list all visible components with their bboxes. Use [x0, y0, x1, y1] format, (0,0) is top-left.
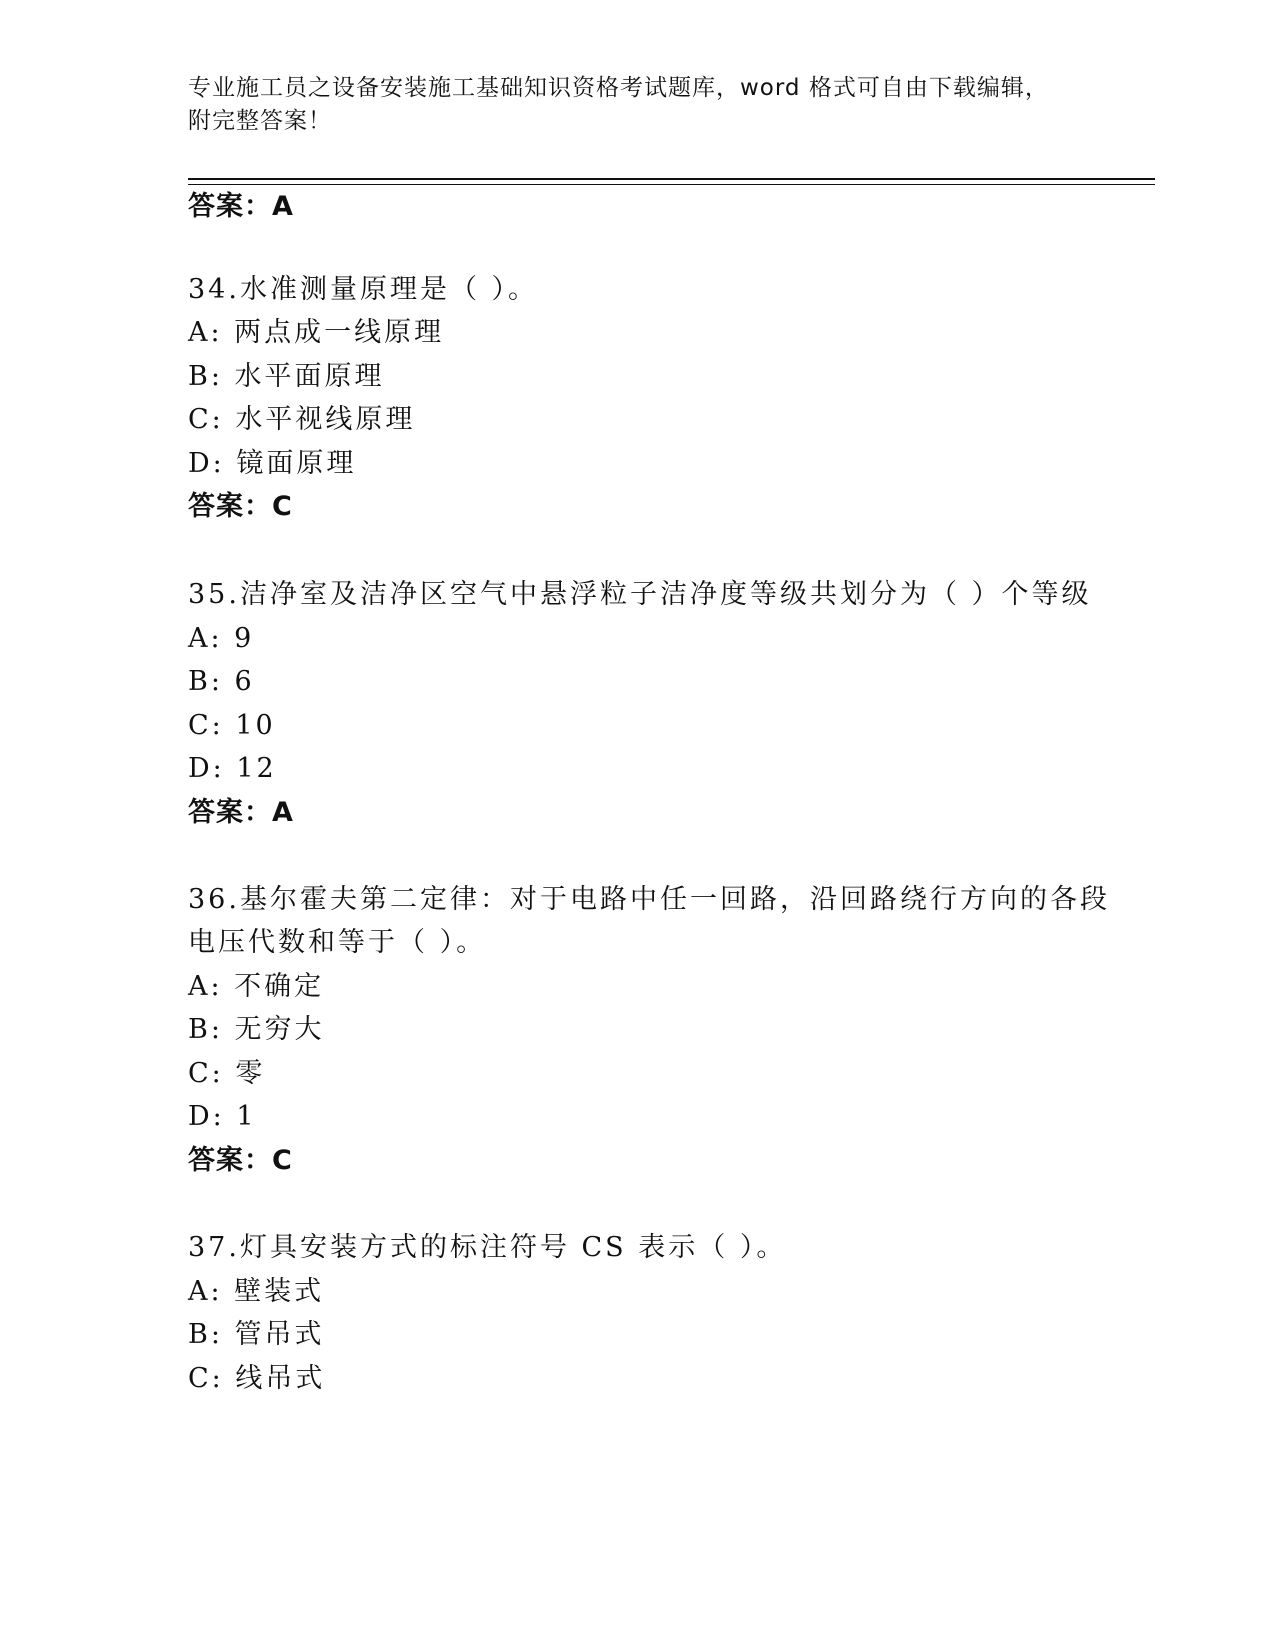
header-rule-thick	[188, 178, 1155, 180]
question-option: A: 不确定	[188, 971, 325, 1002]
question-stem: 电压代数和等于（ ）。	[188, 927, 487, 958]
answer-line: 答案：A	[188, 191, 294, 222]
question-option: C: 水平视线原理	[188, 404, 416, 435]
question-option: B: 6	[188, 666, 255, 697]
question-option: D: 1	[188, 1101, 257, 1132]
question-option: B: 无穷大	[188, 1014, 325, 1045]
question-stem: 36.基尔霍夫第二定律：对于电路中任一回路，沿回路绕行方向的各段	[188, 884, 1110, 915]
answer-line: 答案：C	[188, 1145, 293, 1176]
question-option: A: 9	[188, 623, 255, 654]
question-option: D: 12	[188, 753, 277, 784]
document-header	[188, 72, 1068, 138]
header-line-2: 附完整答案！	[188, 108, 332, 134]
header-line-1: 专业施工员之设备安装施工基础知识资格考试题库，word 格式可自由下载编辑，	[188, 75, 1049, 101]
question-option: B: 水平面原理	[188, 361, 385, 392]
question-option: A: 壁装式	[188, 1276, 325, 1307]
question-stem: 35.洁净室及洁净区空气中悬浮粒子洁净度等级共划分为（ ）个等级	[188, 579, 1092, 610]
header-rule-thin	[188, 184, 1155, 185]
question-option: C: 零	[188, 1058, 266, 1089]
question-stem: 34.水准测量原理是（ ）。	[188, 274, 539, 305]
answer-line: 答案：A	[188, 797, 294, 828]
answer-line: 答案：C	[188, 491, 293, 522]
question-stem: 37.灯具安装方式的标注符号 CS 表示（ ）。	[188, 1232, 787, 1263]
question-option: A: 两点成一线原理	[188, 317, 445, 348]
question-option: B: 管吊式	[188, 1319, 325, 1350]
question-option: C: 10	[188, 710, 276, 741]
question-option: D: 镜面原理	[188, 448, 357, 479]
question-option: C: 线吊式	[188, 1363, 326, 1394]
